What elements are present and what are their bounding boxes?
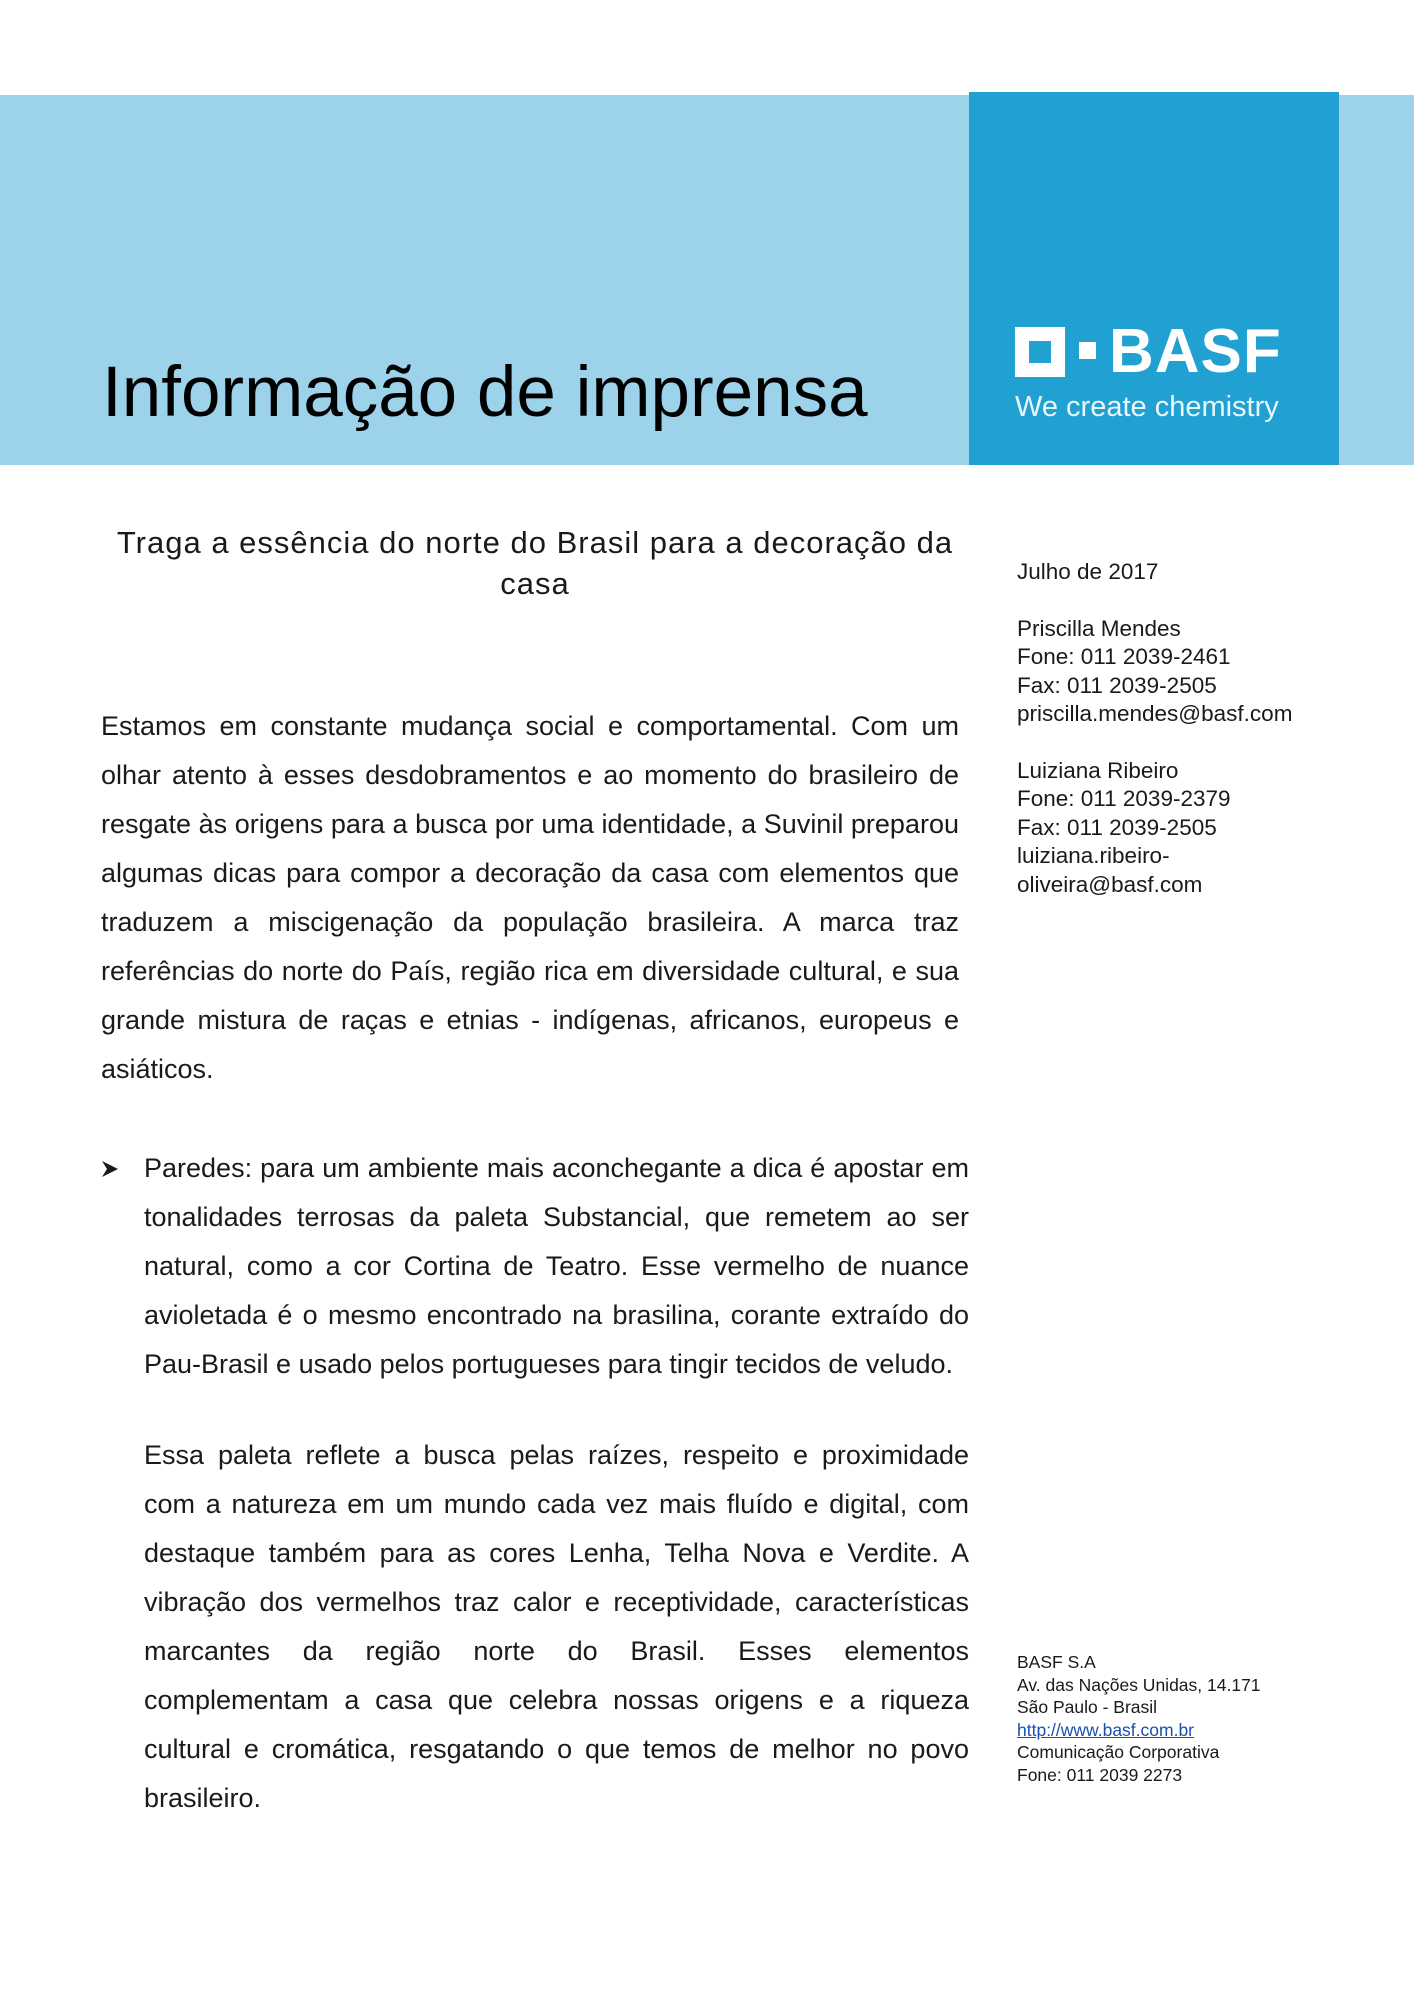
contact-card <box>1017 757 1317 900</box>
footer-address: Av. das Nações Unidas, 14.171 <box>1017 1674 1261 1695</box>
arrowhead-bullet-icon <box>101 1160 119 1178</box>
company-footer <box>1017 1651 1317 1786</box>
intro-paragraph: Estamos em constante mudança social e comportamental. Com um olhar atento à esses desdobramentos e ao momento do brasileiro de resgate às origens para a busca por uma identidade, a Suvinil preparou algumas dicas para compor a decoração da casa com elementos que traduzem a miscigenação da população brasileira. A marca traz referências do norte do País, região rica em diversidade cultural, e sua grande mistura de raças e etnias - indígenas, africanos, europeus e asiáticos. <box>101 711 959 1084</box>
contact-name: Priscilla Mendes <box>1017 615 1181 641</box>
footer-website-link[interactable]: http://www.basf.com.br <box>1017 1719 1195 1740</box>
footer-department: Comunicação Corporativa <box>1017 1742 1220 1762</box>
contact-fax: Fax: 011 2039-2505 <box>1017 672 1217 698</box>
footer-company: BASF S.A <box>1017 1652 1096 1672</box>
basf-logo <box>1015 317 1295 386</box>
bullet-item <box>101 1144 969 1389</box>
release-date: Julho de 2017 <box>1017 559 1159 584</box>
footer-phone: Fone: 011 2039 2273 <box>1017 1764 1183 1785</box>
article-body <box>101 522 969 1823</box>
logo-square-icon <box>1015 327 1065 377</box>
follow-paragraph: Essa paleta reflete a busca pelas raízes, respeito e proximidade com a natureza em um mundo cada vez mais fluído e digital, com destaque também para as cores Lenha, Telha Nova e Verdite. A vibração dos vermelhos traz calor e receptividade, características marcantes da região norte do Brasil. Esses elementos complementam a casa que celebra nossas origens e a riqueza cultural e cromática, resgatando o que temos de melhor no povo brasileiro. <box>144 1440 969 1813</box>
contact-email-continuation[interactable]: oliveira@basf.com <box>1017 871 1203 897</box>
logo-small-square-icon <box>1079 342 1096 359</box>
footer-city: São Paulo - Brasil <box>1017 1697 1158 1717</box>
contact-sidebar <box>1017 558 1317 927</box>
contact-fax: Fax: 011 2039-2505 <box>1017 814 1217 840</box>
contact-name: Luiziana Ribeiro <box>1017 757 1179 783</box>
contact-phone: Fone: 011 2039-2379 <box>1017 786 1231 811</box>
contact-card <box>1017 615 1317 729</box>
contact-email[interactable]: luiziana.ribeiro- <box>1017 843 1170 868</box>
contact-email[interactable]: priscilla.mendes@basf.com <box>1017 701 1293 726</box>
page-title: Informação de imprensa <box>102 353 868 432</box>
logo-tagline: We create chemistry <box>1015 391 1279 423</box>
bullet-paragraph: Paredes: para um ambiente mais aconchegante a dica é apostar em tonalidades terrosas da paleta Substancial, que remetem ao ser natural, como a cor Cortina de Teatro. Esse vermelho de nuance avioletada é o mesmo encontrado na brasilina, corante extraído do Pau-Brasil e usado pelos portugueses para tingir tecidos de veludo. <box>144 1153 969 1379</box>
article-title: Traga a essência do norte do Brasil para a decoração da casa <box>116 525 954 601</box>
contact-phone: Fone: 011 2039-2461 <box>1017 644 1231 669</box>
logo-wordmark: BASF <box>1109 317 1282 386</box>
basf-logo-block <box>969 92 1339 465</box>
